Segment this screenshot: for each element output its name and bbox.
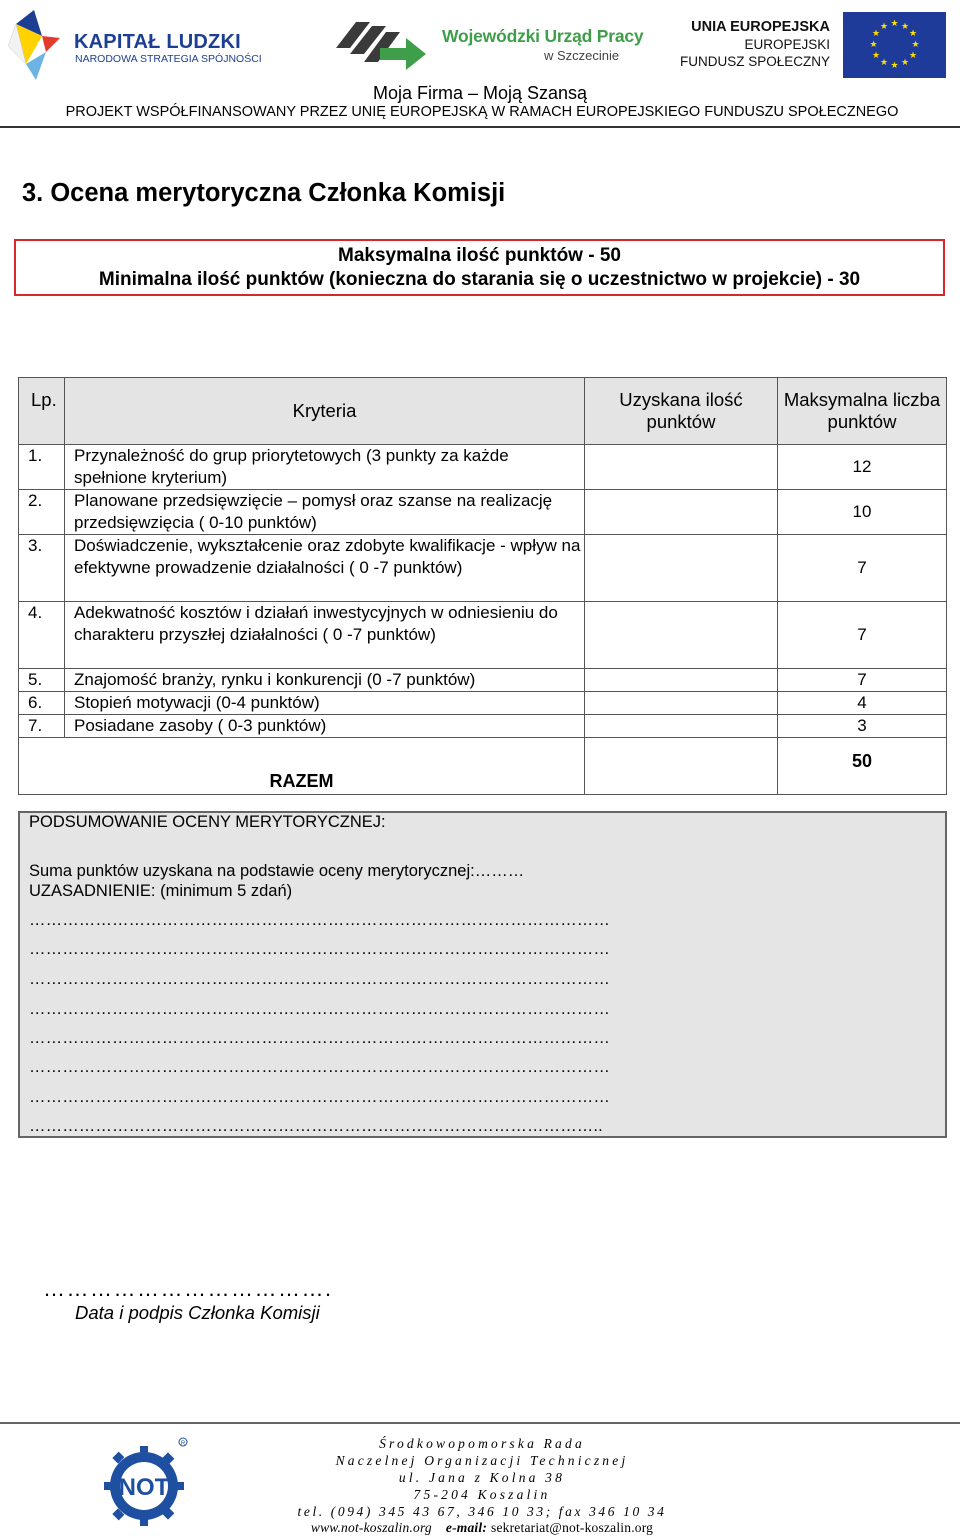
total-label: RAZEM <box>19 738 585 795</box>
footer-address: ul. Jana z Kolna 38 <box>398 1470 566 1485</box>
svg-text:★: ★ <box>879 58 889 68</box>
row-obtained-points-cell[interactable] <box>585 490 778 535</box>
total-obtained-points-cell[interactable] <box>585 738 778 795</box>
svg-text:★: ★ <box>900 58 910 68</box>
footer-contact <box>0 1520 960 1536</box>
row-criterion: Doświadczenie, wykształcenie oraz zdobyte kwalifikacje - wpływ na efektywne prowadzenie działalności ( 0 -7 punktów) <box>65 535 585 602</box>
justification-dotted-line[interactable]: …………………………………………………………………………………………… <box>29 940 610 958</box>
eu-line-2: EUROPEJSKI <box>744 37 830 52</box>
row-obtained-points-cell[interactable] <box>585 445 778 490</box>
project-name: Moja Firma – Moją Szansą <box>372 83 588 103</box>
justification-dotted-line[interactable]: …………………………………………………………………………………………… <box>29 970 610 988</box>
table-header-row <box>19 378 947 445</box>
table-row <box>19 445 947 490</box>
row-obtained-points-cell[interactable] <box>585 535 778 602</box>
row-obtained-points-cell[interactable] <box>585 669 778 692</box>
row-criterion: Planowane przedsięwzięcie – pomysł oraz szanse na realizację przedsięwzięcia ( 0-10 punktów) <box>65 490 585 535</box>
min-points-line: Minimalna ilość punktów (konieczna do starania się o uczestnictwo w projekcie) - 30 <box>98 269 861 290</box>
table-row <box>19 602 947 669</box>
eu-line-1: UNIA EUROPEJSKA <box>691 19 830 35</box>
svg-text:★: ★ <box>871 29 881 39</box>
row-lp: 4. <box>19 602 65 669</box>
footer-website-link[interactable]: www.not-koszalin.org <box>310 1520 432 1535</box>
footer-org-line-2: Naczelnej Organizacji Technicznej <box>335 1453 629 1468</box>
max-points-line: Maksymalna ilość punktów - 50 <box>338 245 621 266</box>
points-requirement-box <box>14 239 945 296</box>
footer-email-label: e-mail: <box>445 1520 488 1535</box>
justification-dotted-line[interactable]: …………………………………………………………………………………………… <box>29 911 610 929</box>
justification-dotted-line[interactable]: ………………………………………………………………………………………….. <box>29 1117 603 1135</box>
row-obtained-points-cell[interactable] <box>585 715 778 738</box>
row-criterion: Znajomość branży, rynku i konkurencji (0 -7 punktów) <box>65 669 585 692</box>
footer-divider <box>0 1422 960 1424</box>
eu-line-3: FUNDUSZ SPOŁECZNY <box>679 54 830 69</box>
svg-text:★: ★ <box>871 51 881 61</box>
wup-logo-icon <box>336 18 428 70</box>
signature-dotted-line[interactable]: ………………………………. <box>43 1276 333 1301</box>
table-row <box>19 669 947 692</box>
table-total-row <box>19 738 947 795</box>
row-criterion: Adekwatność kosztów i działań inwestycyjnych w odniesieniu do charakteru przyszłej działalności ( 0 -7 punktów) <box>65 602 585 669</box>
header-divider <box>0 126 960 128</box>
eu-flag-icon <box>843 12 946 78</box>
row-criterion: Posiadane zasoby ( 0-3 punktów) <box>65 715 585 738</box>
svg-text:R: R <box>180 1441 186 1447</box>
svg-text:★: ★ <box>890 19 899 29</box>
section-title: 3. Ocena merytoryczna Członka Komisji <box>22 179 506 207</box>
summary-points-line[interactable]: Suma punktów uzyskana na podstawie oceny merytorycznej:……… <box>29 862 525 880</box>
row-max-points: 4 <box>778 692 947 715</box>
row-lp: 1. <box>19 445 65 490</box>
col-header-obtained-points: Uzyskana ilość punktów <box>585 378 778 445</box>
col-header-max-points: Maksymalna liczba punktów <box>778 378 947 445</box>
wup-subtitle: w Szczecinie <box>544 48 620 63</box>
table-row <box>19 535 947 602</box>
row-lp: 6. <box>19 692 65 715</box>
table-row <box>19 692 947 715</box>
svg-text:★: ★ <box>900 22 910 32</box>
footer-email-link[interactable]: sekretariat@not-koszalin.org <box>491 1520 654 1535</box>
justification-dotted-line[interactable]: …………………………………………………………………………………………… <box>29 1000 610 1018</box>
total-max-points: 50 <box>778 738 947 795</box>
footer-postal: 75-204 Koszalin <box>413 1487 551 1502</box>
project-cofinancing-line: PROJEKT WSPÓŁFINANSOWANY PRZEZ UNIĘ EUROPEJSKĄ W RAMACH EUROPEJSKIEGO FUNDUSZU SPOŁECZNEGO <box>65 104 899 120</box>
row-criterion: Przynależność do grup priorytetowych (3 punkty za każde spełnione kryterium) <box>65 445 585 490</box>
row-obtained-points-cell[interactable] <box>585 602 778 669</box>
table-row <box>19 715 947 738</box>
footer-org-line-1: Środkowopomorska Rada <box>379 1436 585 1451</box>
justification-dotted-line[interactable]: …………………………………………………………………………………………… <box>29 1058 610 1076</box>
criteria-table <box>18 377 947 795</box>
row-lp: 7. <box>19 715 65 738</box>
svg-text:★: ★ <box>890 61 899 71</box>
table-row <box>19 490 947 535</box>
row-max-points: 7 <box>778 669 947 692</box>
kapital-ludzki-star-icon <box>6 6 62 82</box>
row-lp: 3. <box>19 535 65 602</box>
justification-dotted-line[interactable]: …………………………………………………………………………………………… <box>29 1029 610 1047</box>
row-max-points: 7 <box>778 535 947 602</box>
svg-text:★: ★ <box>879 22 889 32</box>
row-max-points: 3 <box>778 715 947 738</box>
wup-title: Wojewódzki Urząd Pracy <box>442 26 644 46</box>
row-lp: 5. <box>19 669 65 692</box>
row-lp: 2. <box>19 490 65 535</box>
svg-text:★: ★ <box>911 40 920 50</box>
signature-caption: Data i podpis Członka Komisji <box>75 1302 320 1323</box>
row-max-points: 7 <box>778 602 947 669</box>
svg-text:★: ★ <box>908 29 918 39</box>
summary-heading: PODSUMOWANIE OCENY MERYTORYCZNEJ: <box>29 813 386 831</box>
not-logo-text: NOT <box>118 1474 170 1501</box>
row-max-points: 12 <box>778 445 947 490</box>
footer-phone: tel. (094) 345 43 67, 346 10 33; fax 346 10 34 <box>297 1504 667 1519</box>
row-obtained-points-cell[interactable] <box>585 692 778 715</box>
svg-text:★: ★ <box>869 40 878 50</box>
row-max-points: 10 <box>778 490 947 535</box>
summary-justification-label: UZASADNIENIE: (minimum 5 zdań) <box>29 882 293 900</box>
justification-dotted-line[interactable]: …………………………………………………………………………………………… <box>29 1088 610 1106</box>
kapital-ludzki-title: KAPITAŁ LUDZKI <box>74 31 241 53</box>
col-header-lp: Lp. <box>19 378 65 445</box>
row-criterion: Stopień motywacji (0-4 punktów) <box>65 692 585 715</box>
summary-box <box>18 811 947 1138</box>
svg-text:★: ★ <box>908 51 918 61</box>
col-header-criteria: Kryteria <box>65 378 585 445</box>
kapital-ludzki-subtitle: NARODOWA STRATEGIA SPÓJNOŚCI <box>75 53 262 65</box>
